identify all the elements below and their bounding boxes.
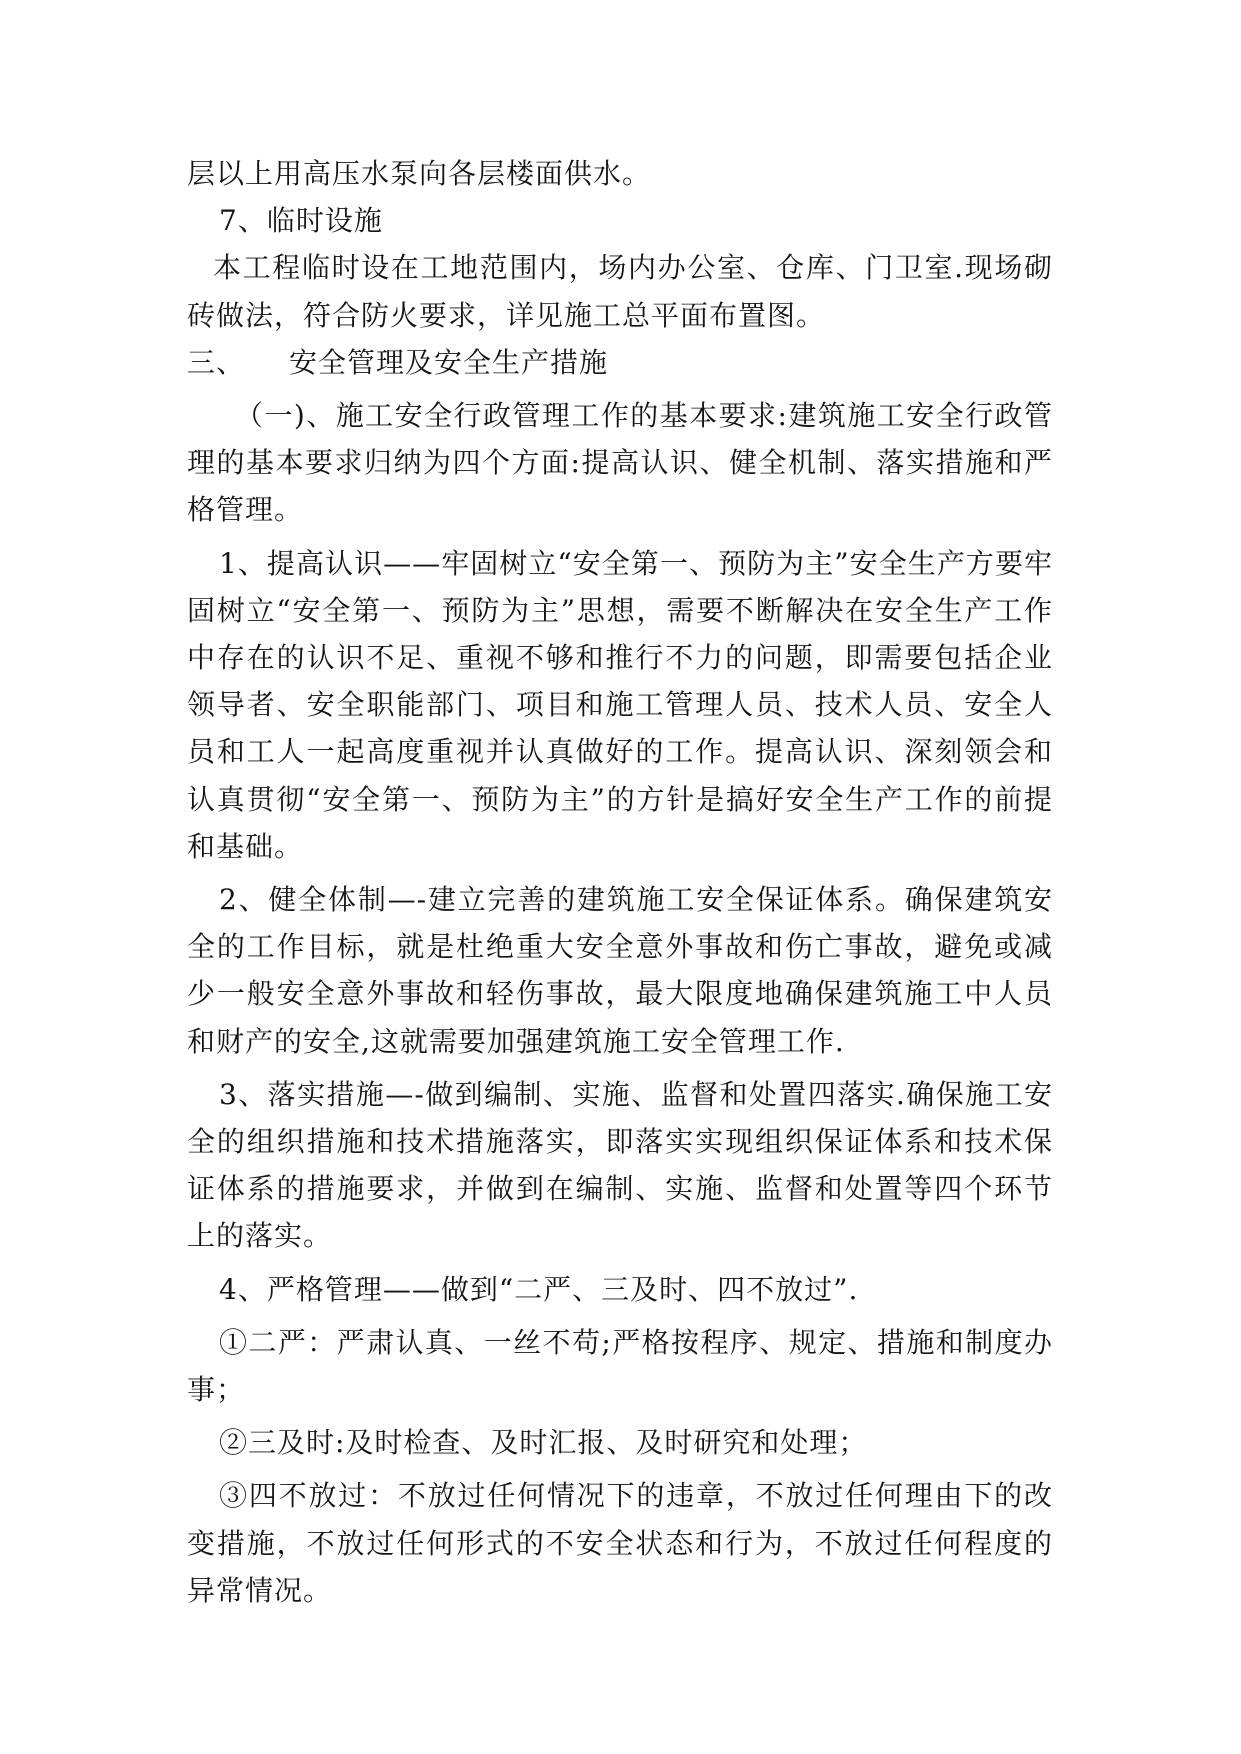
paragraph-strict-management: 4、严格管理——做到“二严、三及时、四不放过”. [219, 1272, 859, 1306]
paragraph-implement-measures: 3、落实措施—-做到编制、实施、监督和处置四落实.确保施工安全的组织措施和技术措施落实，即落实实现组织保证体系和技术保证体系的措施要求，并做到在编制、实施、监督和处置等四个环节上的落实。 [187, 1077, 1053, 1253]
paragraph-three-timely: ②三及时:及时检查、及时汇报、及时研究和处理； [219, 1426, 868, 1460]
paragraph-improve-system: 2、健全体制—-建立完善的建筑施工安全保证体系。确保建筑安全的工作目标，就是杜绝重大安全意外事故和伤亡事故，避免或减少一般安全意外事故和轻伤事故，最大限度地确保建筑施工中人员和财产的安全,这就需要加强建筑施工安全管理工作. [187, 883, 1053, 1058]
paragraph-four-no-pass: ③四不放过：不放过任何情况下的违章，不放过任何理由下的改变措施，不放过任何形式的不安全状态和行为，不放过任何程度的异常情况。 [187, 1479, 1053, 1607]
document-body [187, 150, 1053, 1614]
section-heading-safety [187, 339, 1053, 386]
section-title: 安全管理及安全生产措施 [289, 345, 609, 379]
paragraph-basic-requirements: （一)、施工安全行政管理工作的基本要求:建筑施工安全行政管理的基本要求归纳为四个方面:提高认识、健全机制、落实措施和严格管理。 [187, 399, 1053, 527]
paragraph-two-strict: ①二严：严肃认真、一丝不苟;严格按程序、规定、措施和制度办事； [187, 1325, 1053, 1407]
section-number: 三、 [187, 345, 246, 379]
paragraph-water-supply: 层以上用高压水泵向各层楼面供水。 [187, 157, 652, 190]
heading-temporary-facilities: 7、临时设施 [219, 204, 383, 238]
paragraph-raise-awareness: 1、提高认识——牢固树立“安全第一、预防为主”安全生产方要牢固树立“安全第一、预防为主”思想，需要不断解决在安全生产工作中存在的认识不足、重视不够和推行不力的问题，即需要包括企业领导者、安全职能部门、项目和施工管理人员、技术人员、安全人员和工人一起高度重视并认真做好的工作。提高认识、深刻领会和认真贯彻“安全第一、预防为主”的方针是搞好安全生产工作的前提和基础。 [187, 546, 1053, 863]
paragraph-temporary-facilities: 本工程临时设在工地范围内，场内办公室、仓库、门卫室.现场砌砖做法，符合防火要求，详见施工总平面布置图。 [187, 251, 1053, 332]
